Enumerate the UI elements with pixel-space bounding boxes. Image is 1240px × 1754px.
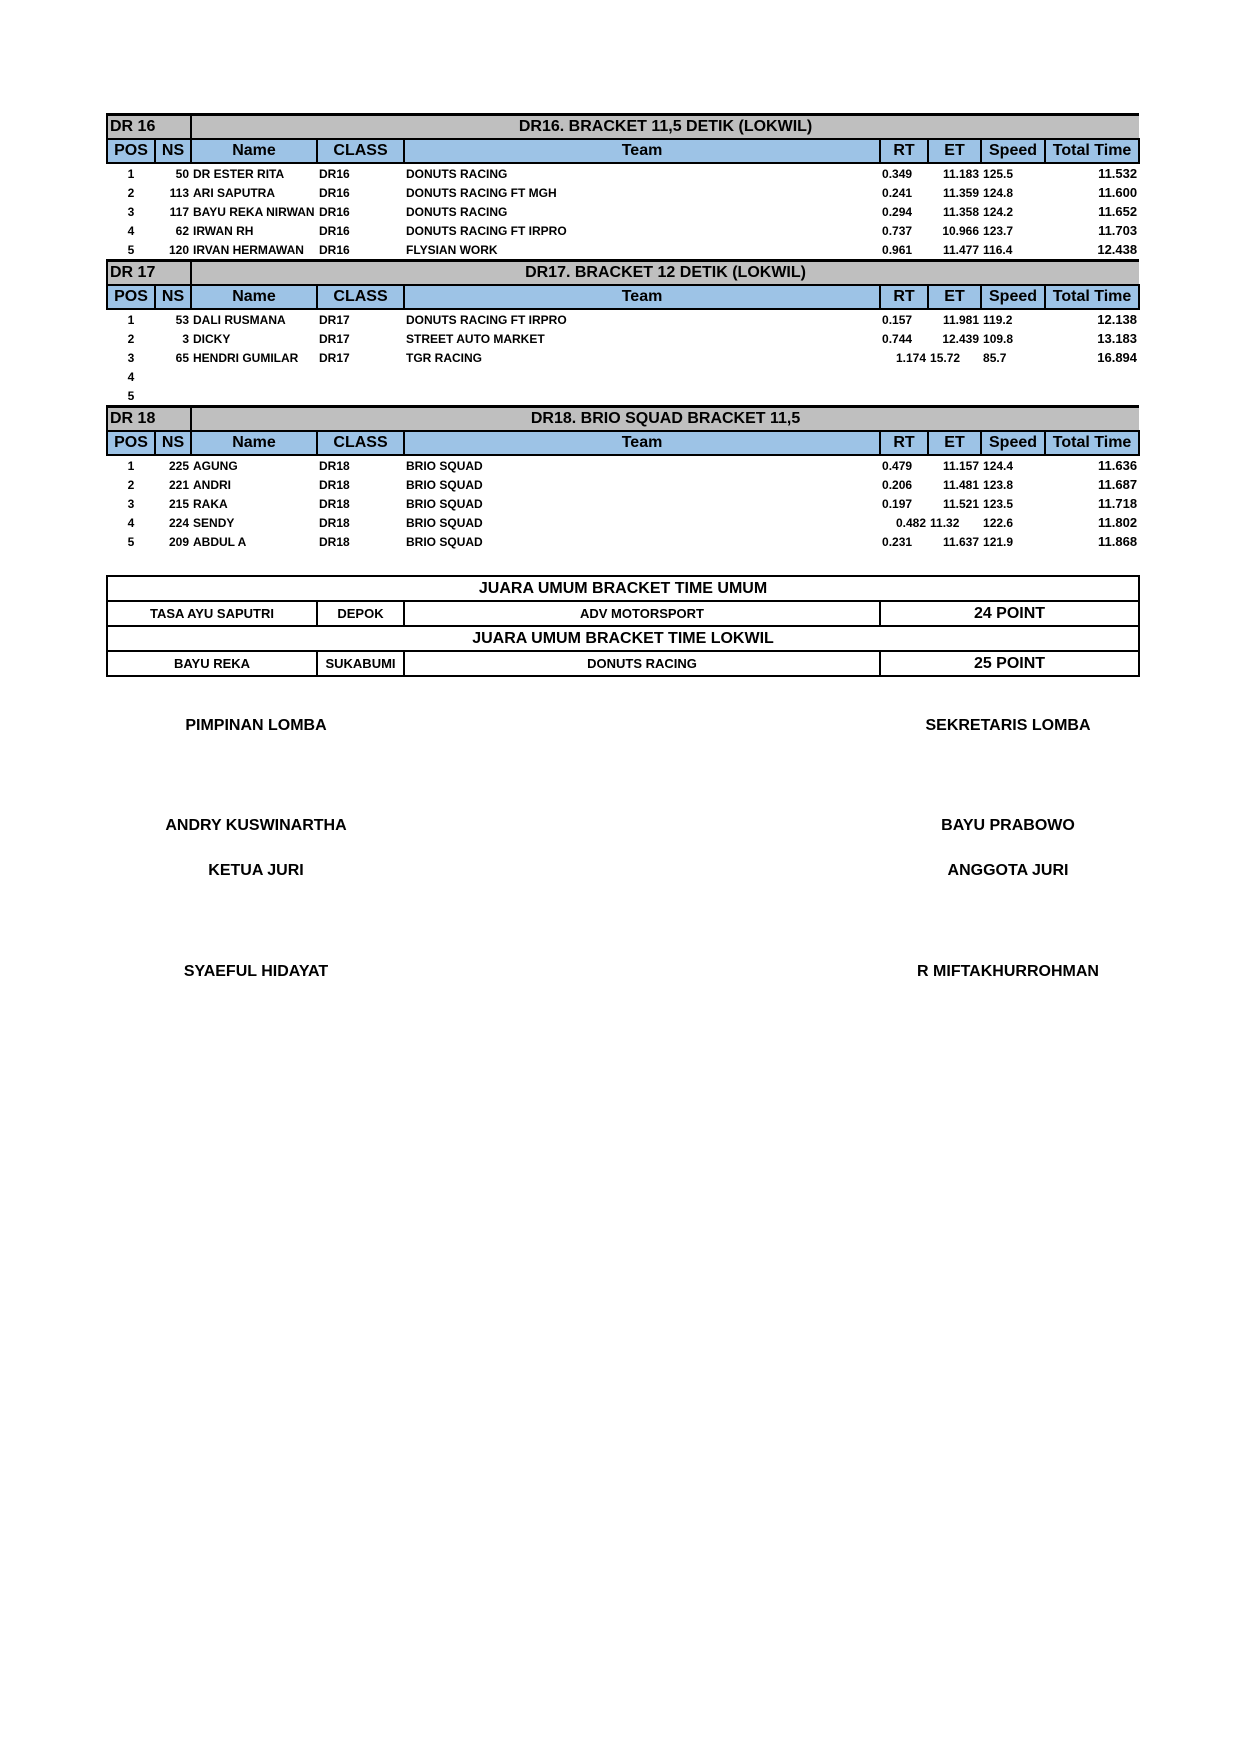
result-speed: 85.7 [983,350,1007,365]
result-total: 11.652 [1098,204,1138,219]
champion-city: SUKABUMI [317,651,404,676]
result-pos: 2 [127,331,135,346]
col-header-class: CLASS [317,139,404,163]
col-header-team: Team [404,285,880,309]
result-et: 15.72 [930,350,961,365]
result-team: TGR RACING [406,350,483,365]
result-team: BRIO SQUAD [406,515,483,530]
result-ns: 113 [169,185,190,200]
col-header-name: Name [191,139,317,163]
result-class: DR16 [319,166,350,181]
result-total: 11.868 [1098,534,1138,549]
results-sheet [106,113,1138,677]
result-class: DR17 [319,331,350,346]
result-name: ABDUL A [193,534,247,549]
result-rt [880,386,928,405]
result-pos: 5 [127,242,135,257]
result-name: BAYU REKA NIRWAN [193,204,315,219]
result-name: AGUNG [193,458,238,473]
overall-champions-table [106,575,1140,677]
col-header-et: ET [928,431,981,455]
result-total: 11.718 [1098,496,1138,511]
result-speed: 122.6 [983,515,1014,530]
result-speed: 123.5 [983,496,1014,511]
result-class: DR16 [319,242,350,257]
col-header-team: Team [404,431,880,455]
result-rt: 0.241 [882,185,913,200]
race-director-role: PIMPINAN LOMBA [185,717,327,734]
section-title: DR16. BRACKET 11,5 DETIK (LOKWIL) [191,115,1139,140]
champion-name: TASA AYU SAPUTRI [107,601,317,626]
result-team: BRIO SQUAD [406,534,483,549]
result-name: IRVAN HERMAWAN [193,242,304,257]
result-team: BRIO SQUAD [406,458,483,473]
results-table-dr16 [106,113,1140,259]
result-rt: 0.157 [882,312,913,327]
result-row [107,183,1139,202]
result-row [107,221,1139,240]
result-et: 11.981 [942,312,980,327]
section-rows [107,309,1139,405]
section-title: DR18. BRIO SQUAD BRACKET 11,5 [191,407,1139,432]
result-ns: 224 [168,515,190,530]
result-pos: 4 [127,515,135,530]
result-rt: 0.744 [882,331,913,346]
result-pos: 4 [127,369,135,384]
result-row [107,202,1139,221]
result-et [928,367,981,386]
result-class: DR18 [319,496,350,511]
result-et: 12.439 [942,331,980,346]
result-rt [880,367,928,386]
result-et [928,386,981,405]
result-name: HENDRI GUMILAR [193,350,299,365]
result-ns [155,386,191,405]
result-speed: 121.9 [983,534,1014,549]
section-title: DR17. BRACKET 12 DETIK (LOKWIL) [191,261,1139,286]
col-header-team: Team [404,139,880,163]
result-rt: 0.231 [882,534,913,549]
result-total: 12.138 [1097,312,1138,327]
result-total: 11.636 [1098,458,1138,473]
result-class: DR18 [319,458,350,473]
col-header-rt: RT [880,285,928,309]
col-header-total: Total Time [1045,431,1139,455]
race-director-name: ANDRY KUSWINARTHA [165,817,347,834]
champion-team: ADV MOTORSPORT [404,601,880,626]
col-header-pos: POS [107,431,155,455]
section-code: DR 17 [107,261,191,286]
col-header-total: Total Time [1045,139,1139,163]
result-name [191,386,317,405]
col-header-total: Total Time [1045,285,1139,309]
champion-heading-row [107,626,1139,651]
result-class: DR16 [319,223,350,238]
result-pos: 5 [127,534,135,549]
col-header-class: CLASS [317,431,404,455]
result-pos: 2 [127,477,135,492]
result-class: DR17 [319,312,350,327]
result-et: 11.183 [942,166,980,181]
champion-points: 24 POINT [880,601,1139,626]
col-header-pos: POS [107,285,155,309]
secretary-name: BAYU PRABOWO [941,817,1075,834]
result-pos: 1 [127,166,135,181]
section-rows [107,455,1139,551]
result-speed: 119.2 [983,312,1013,327]
result-team: FLYSIAN WORK [406,242,498,257]
secretary-role: SEKRETARIS LOMBA [925,717,1091,734]
result-total: 16.894 [1097,350,1138,365]
result-ns: 209 [168,534,190,549]
result-et: 11.32 [930,515,960,530]
result-speed: 124.4 [983,458,1014,473]
result-total: 11.687 [1098,477,1138,492]
result-rt: 0.482 [895,515,927,530]
result-et: 10.966 [942,223,980,238]
result-row [107,348,1139,367]
chief-judge-role: KETUA JURI [208,862,304,879]
result-ns: 3 [182,331,190,346]
column-header-row [107,431,1139,455]
result-ns: 62 [175,223,190,238]
results-table-dr18 [106,405,1140,551]
champion-team: DONUTS RACING [404,651,880,676]
result-row [107,475,1139,494]
champion-row [107,601,1139,626]
result-ns: 221 [168,477,190,492]
result-et: 11.477 [942,242,980,257]
result-speed: 124.8 [983,185,1014,200]
result-name: ANDRI [193,477,232,492]
result-team: DONUTS RACING [406,204,508,219]
result-row [107,367,1139,386]
result-team: DONUTS RACING FT MGH [406,185,557,200]
result-pos: 3 [127,204,135,219]
col-header-et: ET [928,285,981,309]
result-speed: 123.8 [983,477,1014,492]
col-header-class: CLASS [317,285,404,309]
col-header-name: Name [191,285,317,309]
result-pos: 4 [127,223,135,238]
section-title-row [107,261,1139,286]
col-header-name: Name [191,431,317,455]
result-row [107,455,1139,475]
result-pos: 3 [127,350,135,365]
result-total: 13.183 [1097,331,1138,346]
result-row [107,240,1139,259]
judge-member-name: R MIFTAKHURROHMAN [917,963,1099,980]
result-class: DR18 [319,477,350,492]
col-header-ns: NS [155,139,191,163]
result-speed: 124.2 [983,204,1014,219]
result-row [107,532,1139,551]
result-pos: 2 [127,185,135,200]
result-team: BRIO SQUAD [406,496,483,511]
col-header-rt: RT [880,431,928,455]
result-team: DONUTS RACING FT IRPRO [406,312,567,327]
chief-judge-name: SYAEFUL HIDAYAT [183,963,329,980]
result-speed [981,367,1045,386]
result-ns: 215 [168,496,190,511]
result-speed: 125.5 [983,166,1014,181]
result-row [107,513,1139,532]
result-rt: 0.294 [882,204,913,219]
result-ns: 50 [175,166,190,181]
result-row [107,329,1139,348]
result-team [404,367,880,386]
col-header-speed: Speed [981,431,1045,455]
result-class [317,386,404,405]
result-ns [155,367,191,386]
result-ns: 65 [175,350,190,365]
result-name: ARI SAPUTRA [193,185,276,200]
result-total [1045,386,1139,405]
result-rt: 0.737 [882,223,913,238]
result-team: DONUTS RACING FT IRPRO [406,223,567,238]
section-code: DR 18 [107,407,191,432]
result-team: STREET AUTO MARKET [406,331,545,346]
result-pos: 1 [127,312,135,327]
column-header-row [107,285,1139,309]
result-total: 12.438 [1097,242,1138,257]
result-ns: 53 [175,312,190,327]
result-rt: 0.479 [882,458,913,473]
result-team: DONUTS RACING [406,166,508,181]
section-rows [107,163,1139,259]
result-class [317,367,404,386]
result-et: 11.481 [942,477,980,492]
champion-points: 25 POINT [880,651,1139,676]
champion-heading: JUARA UMUM BRACKET TIME LOKWIL [107,626,1139,651]
result-pos: 3 [127,496,135,511]
result-name: DALI RUSMANA [193,312,286,327]
result-rt: 0.197 [882,496,913,511]
judge-member-role: ANGGOTA JURI [947,862,1069,879]
result-name: SENDY [193,515,235,530]
result-et: 11.521 [942,496,980,511]
result-team: BRIO SQUAD [406,477,483,492]
champion-heading: JUARA UMUM BRACKET TIME UMUM [107,576,1139,601]
result-rt: 1.174 [895,350,927,365]
result-et: 11.359 [942,185,980,200]
result-ns: 117 [169,204,190,219]
result-pos: 1 [127,458,135,473]
result-total: 11.802 [1098,515,1138,530]
result-total [1045,367,1139,386]
section-title-row [107,407,1139,432]
result-row [107,309,1139,329]
col-header-ns: NS [155,431,191,455]
champion-name: BAYU REKA [107,651,317,676]
result-total: 11.532 [1098,166,1138,181]
result-class: DR16 [319,185,350,200]
column-header-row [107,139,1139,163]
col-header-speed: Speed [981,285,1045,309]
col-header-rt: RT [880,139,928,163]
result-total: 11.600 [1098,185,1138,200]
result-name: RAKA [193,496,228,511]
result-class: DR18 [319,534,350,549]
section-code: DR 16 [107,115,191,140]
result-class: DR16 [319,204,350,219]
result-ns: 120 [168,242,190,257]
result-row [107,163,1139,183]
champion-heading-row [107,576,1139,601]
result-et: 11.157 [942,458,980,473]
result-speed: 123.7 [983,223,1014,238]
result-pos: 5 [127,388,135,403]
result-et: 11.358 [942,204,980,219]
result-name [191,367,317,386]
result-rt: 0.961 [882,242,913,257]
result-ns: 225 [168,458,190,473]
result-name: DICKY [193,331,231,346]
section-title-row [107,115,1139,140]
result-name: DR ESTER RITA [193,166,285,181]
results-table-dr17 [106,259,1140,405]
result-rt: 0.206 [882,477,913,492]
result-class: DR17 [319,350,350,365]
col-header-et: ET [928,139,981,163]
result-name: IRWAN RH [193,223,254,238]
result-rt: 0.349 [882,166,913,181]
result-row [107,386,1139,405]
champion-row [107,651,1139,676]
result-class: DR18 [319,515,350,530]
champion-city: DEPOK [317,601,404,626]
result-speed: 116.4 [983,242,1013,257]
col-header-ns: NS [155,285,191,309]
result-et: 11.637 [942,534,980,549]
result-speed [981,386,1045,405]
col-header-speed: Speed [981,139,1045,163]
result-speed: 109.8 [983,331,1014,346]
col-header-pos: POS [107,139,155,163]
result-row [107,494,1139,513]
result-total: 11.703 [1098,223,1138,238]
result-team [404,386,880,405]
